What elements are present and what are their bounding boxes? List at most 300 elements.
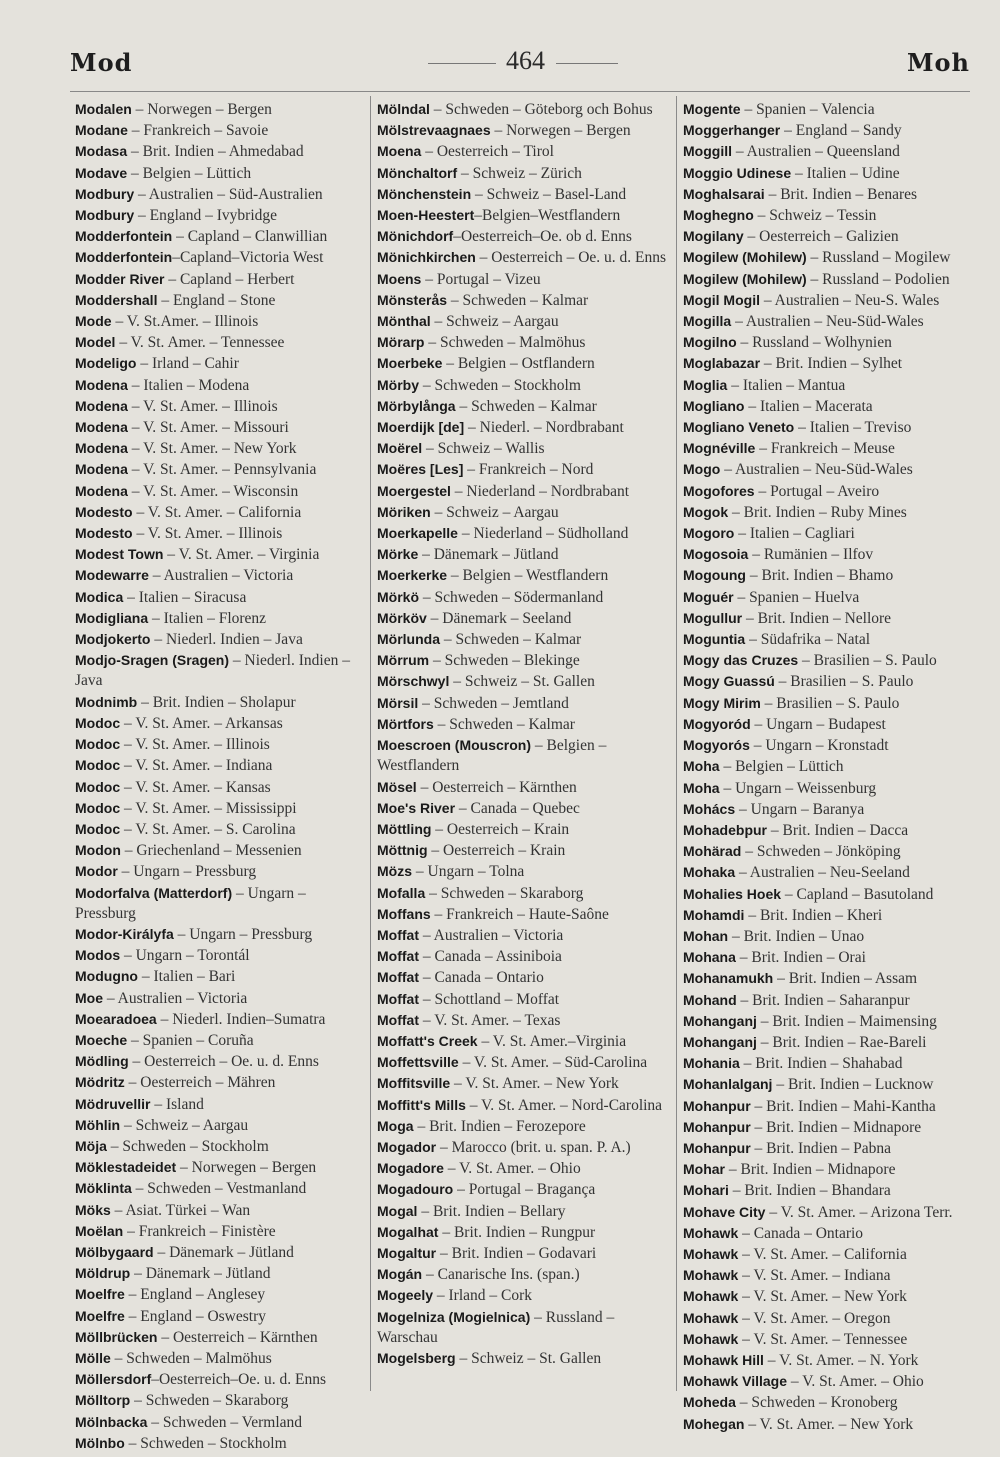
list-item (377, 332, 672, 353)
entry-location: – Brit. Indien – Midnapore (750, 1118, 922, 1136)
entry-location: – Capland – Clanwillian (172, 228, 328, 246)
entry-headword: Möriken (377, 503, 431, 520)
entry-headword: Modoc (75, 820, 121, 837)
entry-location: – Schweiz – Aargau (430, 503, 559, 521)
list-item (683, 1329, 973, 1350)
entry-headword: Modugno (75, 968, 138, 985)
entry-headword: Möttling (377, 820, 432, 837)
entry-headword: Mogeely (377, 1287, 434, 1304)
entry-headword: Mogosoia (683, 546, 749, 563)
entry-headword: Mogilany (683, 228, 744, 245)
entry-headword: Mönthal (377, 313, 431, 330)
entry-location: – England – Stone (157, 291, 276, 309)
list-item (377, 650, 672, 671)
entry-headword: Moffat (377, 926, 419, 943)
entry-location: – Belgien – Westflandern (377, 737, 607, 775)
list-item (683, 1074, 973, 1095)
list-item (377, 989, 672, 1010)
list-item (683, 481, 973, 502)
entry-headword: Moe (75, 989, 103, 1006)
entry-headword: Moëlan (75, 1222, 124, 1239)
entry-location: – V. St. Amer. – Ohio (787, 1373, 924, 1391)
entry-location: – Brit. Indien – Bhamo (745, 567, 894, 585)
entry-headword: Mohawk (683, 1288, 739, 1305)
list-item (75, 988, 367, 1009)
entry-location: – Brasilien – S. Paulo (774, 673, 914, 691)
entry-location: – Oesterreich – Oe. u. d. Enns (475, 249, 667, 267)
list-item (683, 311, 973, 332)
list-item (683, 926, 973, 947)
list-item (683, 332, 973, 353)
entry-location: – Australien – Neu-Süd-Wales (720, 461, 913, 479)
entry-headword: Mohadebpur (683, 821, 767, 838)
list-item (377, 925, 672, 946)
entry-location: – Portugal – Bragança (453, 1181, 596, 1199)
entry-headword: Moglabazar (683, 355, 761, 372)
entry-headword: Modave (75, 164, 128, 181)
entry-location: – Ungarn – Pressburg (75, 884, 306, 922)
entry-location: – V. St. Amer. – Nord-Carolina (465, 1096, 663, 1114)
list-item (377, 99, 672, 120)
list-item (683, 163, 973, 184)
entry-location: – Australien – Neu-S. Wales (759, 291, 940, 309)
entry-location: – Schweden – Jemtland (418, 694, 569, 712)
entry-headword: Mohari (683, 1182, 729, 1199)
entry-location: – Belgien – Westflandern (447, 567, 609, 585)
entry-location: – Ungarn – Kronstadt (749, 737, 889, 755)
entry-location: – Brit. Indien – Dacca (767, 821, 909, 839)
list-item (683, 459, 973, 480)
list-item (75, 629, 367, 650)
entry-headword: Mohawk (683, 1224, 739, 1241)
entry-headword: Mörkö (377, 588, 419, 605)
entry-location: – Marocco (brit. u. span. P. A.) (436, 1138, 631, 1156)
list-item (683, 269, 973, 290)
entry-headword: Mohan (683, 927, 729, 944)
entry-headword: Mogofores (683, 482, 755, 499)
entry-location: – Italien – Siracusa (123, 588, 247, 606)
list-item (75, 523, 367, 544)
entry-location: – Schweden – Kalmar (440, 631, 582, 649)
entry-headword: Möllbrücken (75, 1328, 158, 1345)
list-item (75, 587, 367, 608)
entry-headword: Modena (75, 461, 128, 478)
list-item (75, 1178, 367, 1199)
entry-location: – Niederl. Indien – Java (75, 652, 350, 690)
list-item (377, 946, 672, 967)
list-item (683, 1308, 973, 1329)
entry-headword: Mohave City (683, 1203, 766, 1220)
list-item (377, 523, 672, 544)
entry-location: – Südafrika – Natal (745, 631, 871, 649)
entry-headword: Mödruvellir (75, 1095, 151, 1112)
entry-headword: Mohana (683, 949, 736, 966)
entry-headword: Moffat (377, 948, 419, 965)
entry-location: – Australien – Neu-Süd-Wales (731, 313, 924, 331)
entry-headword: Mohawk Village (683, 1373, 787, 1390)
entry-location: – Belgien – Ostflandern (442, 355, 595, 373)
entry-location: – V. St. Amer. – Tennessee (115, 334, 285, 352)
entry-headword: Moerbeke (377, 355, 443, 372)
entry-headword: Mohawk Hill (683, 1351, 764, 1368)
entry-headword: Mogyorós (683, 737, 750, 754)
entry-location: – Frankreich – Finistère (123, 1222, 276, 1240)
entry-location: – Brit. Indien – Ferozepore (413, 1117, 586, 1135)
entry-headword: Moha (683, 779, 720, 796)
column-divider-2 (676, 96, 677, 1391)
list-item (75, 1284, 367, 1305)
entry-location: – V. St.Amer. – Illinois (111, 313, 259, 331)
entry-location: – V. St. Amer. – Illinois (120, 736, 270, 754)
list-item (683, 247, 973, 268)
entry-headword: Modica (75, 588, 124, 605)
entry-location: – Russland – Warschau (377, 1308, 615, 1346)
list-item (683, 693, 973, 714)
entry-headword: Mogilew (Mohilew) (683, 249, 807, 266)
entry-location: – V. St. Amer. – Kansas (120, 778, 271, 796)
list-item (377, 290, 672, 311)
entry-headword: Moffettsville (377, 1054, 459, 1071)
entry-location: – Canada – Ontario (419, 969, 544, 987)
list-item (75, 141, 367, 162)
entry-location: – Island (150, 1095, 204, 1113)
entry-location: – Brit. Indien – Assam (773, 970, 918, 988)
entry-headword: Moghalsarai (683, 185, 765, 202)
entry-headword: Modor (75, 863, 118, 880)
entry-location: – Brit. Indien – Orai (735, 949, 866, 967)
entry-headword: Mogente (683, 101, 741, 117)
entry-headword: Moghegno (683, 207, 754, 224)
entry-headword: Mohanamukh (683, 970, 774, 987)
entry-location: – Frankreich – Meuse (755, 440, 895, 458)
entry-location: – Schweiz – Wallis (422, 440, 545, 458)
entry-headword: Moearadoea (75, 1010, 157, 1027)
entry-location: – V. St. Amer. – Illinois (132, 525, 283, 543)
list-item (75, 502, 367, 523)
entry-location: – Dänemark – Jütland (418, 546, 559, 564)
list-item (377, 184, 672, 205)
list-item (377, 587, 672, 608)
entry-location: – Dänemark – Jütland (153, 1243, 294, 1261)
entry-location: – V. St. Amer. – Arizona Terr. (765, 1203, 953, 1221)
list-item (75, 247, 367, 268)
entry-location: – V. St. Amer. – Illinois (127, 397, 278, 415)
entry-location: – Australien – Neu-Seeland (735, 864, 910, 882)
entry-location: – Oesterreich – Krain (427, 842, 566, 860)
entry-location: – Canada – Assiniboia (419, 948, 562, 966)
entry-location: – Schweden – Skaraborg (130, 1392, 289, 1410)
entry-location: – Oesterreich – Krain (431, 820, 570, 838)
list-item (75, 861, 367, 882)
list-item (75, 840, 367, 861)
entry-headword: Mogy Mirim (683, 694, 761, 711)
entry-location: – England – Oswestry (124, 1307, 266, 1325)
entry-headword: Mogilla (683, 313, 732, 330)
entry-location: – Oesterreich – Galizien (743, 228, 899, 246)
entry-headword: Moergestel (377, 482, 451, 499)
entry-location: – Ungarn – Budapest (750, 715, 886, 733)
entry-location: – Australien – Süd-Australien (134, 185, 323, 203)
entry-location: – V. St. Amer. – Ohio (443, 1160, 581, 1178)
entry-location: – Oesterreich – Oe. u. d. Enns (128, 1053, 319, 1071)
entry-headword: Model (75, 334, 116, 351)
entry-location: – Schweden – Jönköping (741, 843, 901, 861)
entry-location: – V. St. Amer. – Virginia (163, 546, 320, 564)
entry-location: – Norwegen – Bergen (490, 122, 631, 140)
list-item (75, 481, 367, 502)
list-item (683, 1138, 973, 1159)
list-item (683, 565, 973, 586)
entry-headword: Mogaltur (377, 1244, 437, 1261)
entry-headword: Modane (75, 122, 128, 139)
list-item (75, 924, 367, 945)
column-2 (377, 99, 672, 1369)
entry-headword: Mörlunda (377, 631, 440, 648)
entry-headword: Mogliano Veneto (683, 419, 795, 436)
entry-location: – Brit. Indien – Sholapur (137, 693, 296, 711)
entry-headword: Modoc (75, 757, 121, 774)
list-item (377, 1222, 672, 1243)
entry-headword: Mogo (683, 461, 721, 478)
list-item (75, 1136, 367, 1157)
list-item (683, 1011, 973, 1032)
entry-headword: Mohegan (683, 1415, 745, 1432)
entry-location: – Brit. Indien – Midnapore (725, 1161, 896, 1179)
entry-headword: Moha (683, 758, 720, 775)
entry-headword: Mölndal (377, 101, 430, 117)
list-item (75, 1157, 367, 1178)
entry-headword: Mogadouro (377, 1181, 454, 1198)
entry-location: – Brit. Indien – Rungpur (438, 1223, 596, 1241)
entry-headword: Modewarre (75, 567, 149, 584)
entry-location: – Dänemark – Jütland (130, 1265, 271, 1283)
list-item (377, 777, 672, 798)
entry-location: – Frankreich – Nord (463, 461, 594, 479)
entry-headword: Mogy das Cruzes (683, 652, 799, 669)
list-item (377, 1307, 672, 1348)
list-item (75, 1009, 367, 1030)
list-item (377, 141, 672, 162)
list-item (683, 1117, 973, 1138)
entry-location: – V. St. Amer. – New York (738, 1288, 907, 1306)
entry-location: – Belgien – Lüttich (719, 758, 844, 776)
list-item (75, 269, 367, 290)
entry-location: – Canada – Quebec (455, 799, 580, 817)
list-item (377, 502, 672, 523)
entry-headword: Mörköv (377, 609, 427, 626)
entry-location: – Asiat. Türkei – Wan (110, 1201, 251, 1219)
entry-location: – England – Anglesey (124, 1286, 266, 1304)
entry-location: – Italien – Treviso (794, 419, 912, 437)
entry-location: – V. St. Amer. – New York (744, 1415, 914, 1433)
list-item (683, 1265, 973, 1286)
entry-headword: Moëres [Les] (377, 461, 464, 478)
entry-headword: Moffat (377, 1011, 419, 1028)
entry-headword: Mogliano (683, 397, 745, 414)
entry-headword: Moelfre (75, 1307, 125, 1324)
list-item (683, 905, 973, 926)
entry-location: – Schweden – Kalmar (455, 397, 597, 415)
entry-headword: Moerkapelle (377, 525, 458, 542)
list-item (75, 883, 367, 924)
entry-location: – England – Ivybridge (134, 207, 278, 225)
entry-headword: Moheda (683, 1394, 736, 1411)
entry-headword: Mölnbo (75, 1434, 125, 1451)
entry-location: – Russland – Mogilew (806, 249, 951, 267)
entry-location: – Russland – Wolhynien (736, 334, 892, 352)
entry-headword: Modorfalva (Matterdorf) (75, 884, 233, 901)
entry-headword: Moerdijk [de] (377, 419, 465, 436)
list-item (377, 861, 672, 882)
entry-location: – Australien – Victoria (103, 989, 248, 1007)
entry-location: – Schweiz – Basel-Land (471, 185, 627, 203)
list-item (683, 650, 973, 671)
entry-headword: Mogán (377, 1266, 423, 1283)
list-item (683, 799, 973, 820)
list-item (683, 502, 973, 523)
entry-location: – Spanien – Coruña (127, 1031, 254, 1049)
entry-headword: Modor-Királyfa (75, 925, 174, 942)
entry-headword: Moddershall (75, 291, 158, 308)
entry-location: –Oesterreich–Oe. u. d. Enns (151, 1371, 326, 1389)
list-item (377, 1095, 672, 1116)
list-item (75, 184, 367, 205)
entry-headword: Moërel (377, 440, 423, 457)
entry-location: – Schweden – Stockholm (124, 1434, 287, 1452)
entry-headword: Mohärad (683, 843, 742, 860)
entry-location: – Oesterreich – Tirol (421, 143, 554, 161)
entry-location: – Capland – Basutoland (781, 885, 934, 903)
entry-headword: Mohaka (683, 864, 736, 881)
list-item (683, 1350, 973, 1371)
list-item (377, 1348, 672, 1369)
list-item (75, 417, 367, 438)
entry-location: – Dänemark – Seeland (426, 609, 572, 627)
entry-location: – Schweiz – Aargau (120, 1116, 249, 1134)
entry-headword: Modena (75, 419, 128, 436)
entry-location: – Brit. Indien – Benares (764, 185, 918, 203)
list-item (683, 141, 973, 162)
entry-location: – Italien – Cagliari (734, 525, 855, 543)
list-item (75, 1327, 367, 1348)
entry-location: – Niederl. Indien–Sumatra (156, 1010, 326, 1028)
entry-location: – V. St. Amer. – Texas (419, 1011, 561, 1029)
entry-headword: Mogyoród (683, 715, 751, 732)
list-item (75, 1094, 367, 1115)
entry-headword: Modesto (75, 525, 133, 542)
entry-headword: Moggio Udinese (683, 164, 792, 181)
entry-location: – Portugal – Aveiro (754, 482, 880, 500)
entry-headword: Mörtfors (377, 715, 434, 732)
entry-location: – Brit. Indien – Maimensing (756, 1012, 937, 1030)
list-item (75, 713, 367, 734)
entry-headword: Moffat (377, 990, 419, 1007)
header-rule-right (556, 63, 618, 64)
list-item (377, 798, 672, 819)
list-item (377, 1158, 672, 1179)
entry-headword: Moffitt's Mills (377, 1096, 466, 1113)
list-item (683, 1159, 973, 1180)
entry-headword: Mohalies Hoek (683, 885, 782, 902)
entry-location: – Schottland – Moffat (419, 990, 560, 1008)
list-item (377, 438, 672, 459)
list-item (75, 1115, 367, 1136)
entry-headword: Modalen (75, 101, 132, 117)
entry-location: – Canarische Ins. (span.) (422, 1266, 580, 1284)
list-item (377, 608, 672, 629)
list-item (377, 247, 672, 268)
entry-location: – Schweiz – St. Gallen (455, 1349, 602, 1367)
list-item (377, 459, 672, 480)
entry-location: – Italien – Bari (137, 968, 236, 986)
entry-location: – V. St. Amer. – Süd-Carolina (458, 1054, 648, 1072)
list-item (683, 1202, 973, 1223)
list-item (75, 396, 367, 417)
entry-location: – Brit. Indien – Kheri (744, 906, 883, 924)
list-item (683, 1286, 973, 1307)
entry-location: – Brit. Indien – Mahi-Kantha (750, 1097, 936, 1115)
list-item (377, 226, 672, 247)
list-item (377, 311, 672, 332)
entry-headword: Modbury (75, 207, 135, 224)
entry-headword: Moga (377, 1117, 414, 1134)
entry-location: – Ungarn – Pressburg (173, 925, 313, 943)
entry-location: – V. St. Amer. – S. Carolina (120, 820, 296, 838)
page-number: 464 (506, 46, 545, 75)
entry-headword: Möklinta (75, 1180, 132, 1197)
entry-headword: Modesto (75, 503, 133, 520)
list-item (75, 1390, 367, 1411)
list-item (377, 904, 672, 925)
list-item (75, 438, 367, 459)
entry-headword: Mohács (683, 800, 736, 817)
list-item (683, 353, 973, 374)
entry-location: – Ungarn – Tolna (412, 863, 525, 881)
entry-headword: Mofalla (377, 884, 426, 901)
entry-location: – Niederl. Indien – Java (150, 631, 303, 649)
list-item (75, 1306, 367, 1327)
list-item (75, 1263, 367, 1284)
entry-location: – Schweden – Malmöhus (110, 1349, 272, 1367)
list-item (377, 1073, 672, 1094)
entry-location: – Niederland – Südholland (457, 525, 629, 543)
list-item (75, 945, 367, 966)
entry-headword: Mönichkirchen (377, 249, 476, 266)
list-item (683, 1223, 973, 1244)
entry-location: – V. St. Amer. – New York (127, 440, 297, 458)
entry-headword: Mogok (683, 503, 729, 520)
entry-location: – Oesterreich – Mähren (124, 1074, 276, 1092)
list-item (75, 120, 367, 141)
entry-headword: Moelfre (75, 1286, 125, 1303)
entry-headword: Moglia (683, 376, 728, 393)
entry-headword: Mödritz (75, 1074, 125, 1091)
entry-headword: Modderfontein (75, 228, 173, 245)
entry-location: – Schweiz – St. Gallen (449, 673, 595, 691)
list-item (377, 396, 672, 417)
header-right-catchword: Moh (906, 48, 970, 77)
list-item (683, 884, 973, 905)
entry-headword: Mölnbacka (75, 1413, 148, 1430)
column-divider-1 (370, 96, 371, 1391)
header-left-catchword: Mod (70, 48, 133, 77)
entry-headword: Moffat (377, 969, 419, 986)
list-item (683, 1053, 973, 1074)
entry-location: – Brasilien – S. Paulo (798, 652, 937, 670)
entry-location: – Schweden – Kalmar (447, 291, 589, 309)
entry-headword: Modena (75, 482, 128, 499)
list-item (683, 778, 973, 799)
